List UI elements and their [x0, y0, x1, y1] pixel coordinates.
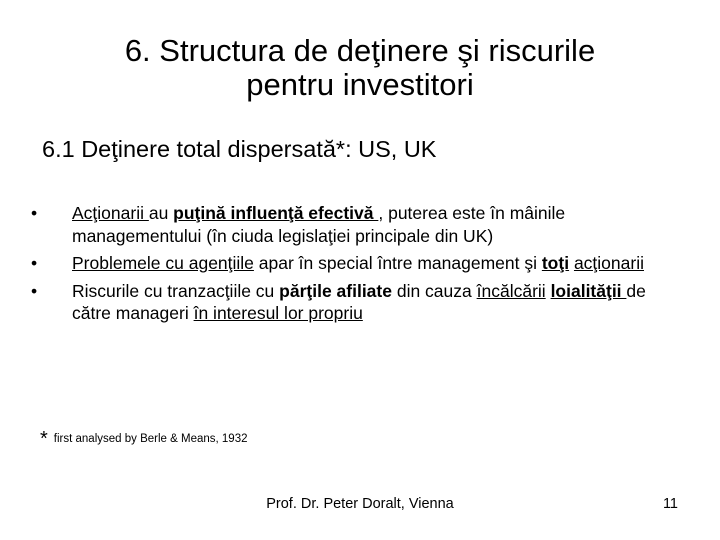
bullet-text-segment: puţină influenţă efectivă — [173, 203, 379, 223]
slide-title-line-2: pentru investitori — [246, 67, 474, 102]
footer-author: Prof. Dr. Peter Doralt, Vienna — [266, 496, 454, 512]
bullet-text-segment: de către manageri — [72, 280, 646, 323]
bullet-text-segment: acţionarii — [573, 253, 644, 273]
bullet-text-segment: Riscurile cu tranzacţiile cu — [72, 280, 280, 301]
footnote — [40, 430, 440, 448]
bullet-text-segment: Problemele cu agenţiile — [72, 253, 254, 273]
bullet-list — [28, 202, 688, 330]
bullet-marker: • — [31, 203, 38, 223]
bullet-text-segment: apar în special între management şi — [253, 253, 542, 273]
footnote-marker: * — [40, 428, 48, 450]
bullet-item — [28, 280, 688, 325]
slide-title — [30, 34, 690, 102]
bullet-text-segment: părţile afiliate — [279, 280, 392, 301]
slide-title-line-1: 6. Structura de deţinere şi riscurile — [124, 33, 596, 68]
section-heading: 6.1 Deţinere total dispersată*: US, UK — [42, 136, 437, 162]
bullet-text-segment: , puterea este în mâinile managementului (în ciuda legislaţiei principale din UK) — [72, 203, 566, 246]
bullet-text-segment: toţi — [541, 253, 570, 273]
bullet-item — [28, 252, 688, 275]
bullet-text-segment: încălcării — [476, 280, 546, 301]
bullet-text-segment: loialităţii — [550, 280, 627, 301]
bullet-text-segment: au — [148, 203, 174, 223]
bullet-text-segment: în interesul lor propriu — [193, 303, 363, 323]
bullet-marker: • — [31, 280, 38, 301]
bullet-marker: • — [31, 253, 38, 273]
bullet-item — [28, 202, 688, 247]
footnote-text: first analysed by Berle & Means, 1932 — [53, 433, 248, 445]
bullet-text-segment: din cauza — [391, 280, 477, 301]
bullet-text-segment: Acţionarii — [72, 203, 149, 223]
page-number: 11 — [662, 496, 678, 512]
